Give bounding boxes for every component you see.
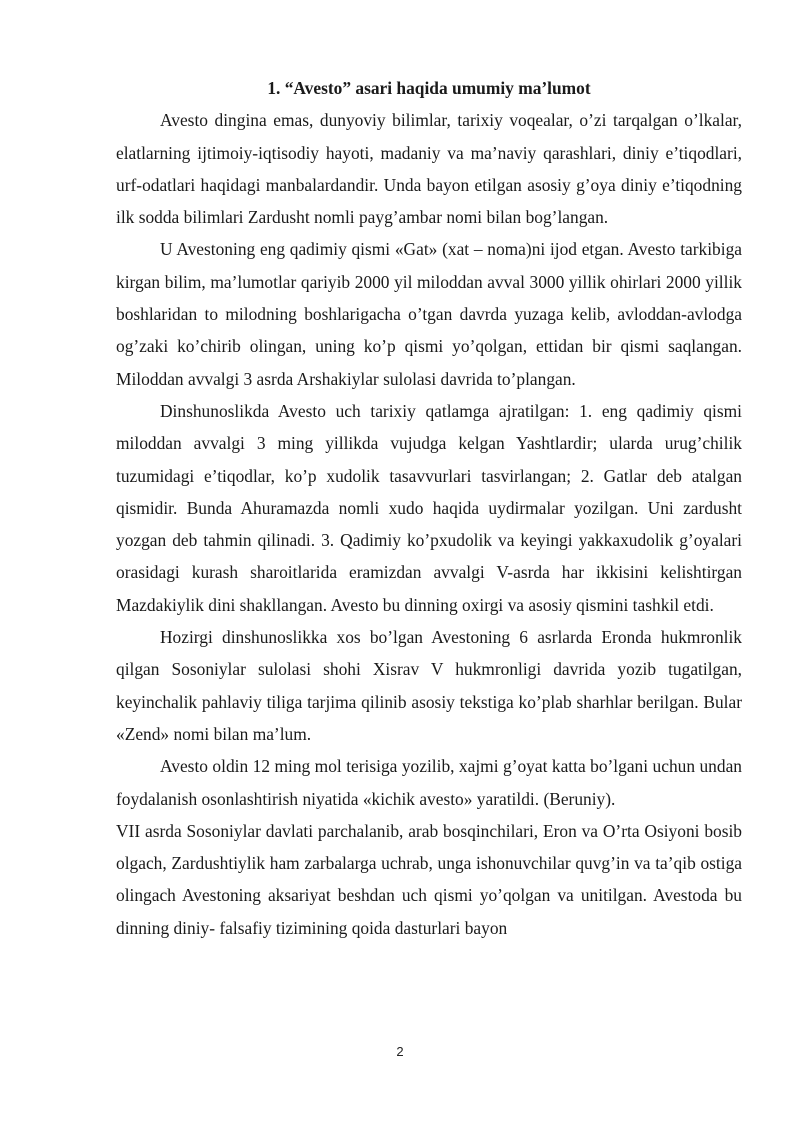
- page-number: 2: [396, 1044, 404, 1059]
- paragraph-6: VII asrda Sosoniylar davlati parchalanib, arab bosqinchilari, Eron va O’rta Osiyoni bosib olgach, Zardushtiylik ham zarbalarga uchrab, unga ishonuvchilar quvg’in va ta’qib ostiga olingach Avestoning aksariyat beshdan uch qismi yo’qolgan va unitilgan. Avestoda bu dinning diniy- falsafiy tizimining qoida dasturlari bayon: [116, 820, 742, 938]
- paragraph-1: Avesto dingina emas, dunyoviy bilimlar, tarixiy voqealar, o’zi tarqalgan o’lkalar, elatlarning ijtimoiy-iqtisodiy hayoti, madaniy va ma’naviy qarashlari, diniy e’tiqodlari, urf-odatlari haqidagi manbalardandir. Unda bayon etilgan asosiy g’oya diniy e’tiqodning ilk sodda bilimlari Zardusht nomli payg’ambar nomi bilan bog’langan.: [116, 110, 742, 228]
- section-title: 1. “Avesto” asari haqida umumiy ma’lumot: [267, 78, 591, 98]
- paragraph-2: U Avestoning eng qadimiy qismi «Gat» (xat – noma)ni ijod etgan. Avesto tarkibiga kirgan bilim, ma’lumotlar qariyib 2000 yil miloddan avval 3000 yillik ohirlari 2000 yillik boshlaridan to milodning boshlarigacha o’tgan davrda yuzaga kelib, avloddan-avlodga og’zaki ko’chirib olingan, uning ko’p qismi yo’qolgan, ettidan bir qismi saqlangan. Miloddan avvalgi 3 asrda Arshakiylar sulolasi davrida to’plangan.: [116, 239, 742, 389]
- paragraph-4: Hozirgi dinshunoslikka xos bo’lgan Avestoning 6 asrlarda Eronda hukmronlik qilgan Sosoniylar sulolasi shohi Xisrav V hukmronligi davrida yozib tugatilgan, keyinchalik pahlaviy tiliga tarjima qilinib asosiy tekstiga ko’plab sharhlar berilgan. Bular «Zend» nomi bilan ma’lum.: [116, 627, 742, 744]
- page-content: [116, 72, 742, 944]
- paragraph-3: Dinshunoslikda Avesto uch tarixiy qatlamga ajratilgan: 1. eng qadimiy qismi miloddan avvalgi 3 ming yillikda vujudga kelgan Yashtlardir; ularda urug’chilik tuzumidagi e’tiqodlar, ko’p xudolik tasavvurlari tasvirlangan; 2. Gatlar deb atalgan qismidir. Bunda Ahuramazda nomli xudo haqida uydirmalar yozilgan. Uni zardusht yozgan deb tahmin qilinadi. 3. Qadimiy ko’pxudolik va keyingi yakkaxudolik g’oyalari orasidagi kurash sharoitlarida eramizdan avvalgi V-asrda har ikkisini kelishtirgan Mazdakiylik dini shakllangan. Avesto bu dinning oxirgi va asosiy qismini tashkil etdi.: [116, 400, 742, 615]
- paragraph-5: Avesto oldin 12 ming mol terisiga yozilib, xajmi g’oyat katta bo’lgani uchun undan foydalanish osonlashtirish niyatida «kichik avesto» yaratildi. (Beruniy).: [116, 756, 742, 809]
